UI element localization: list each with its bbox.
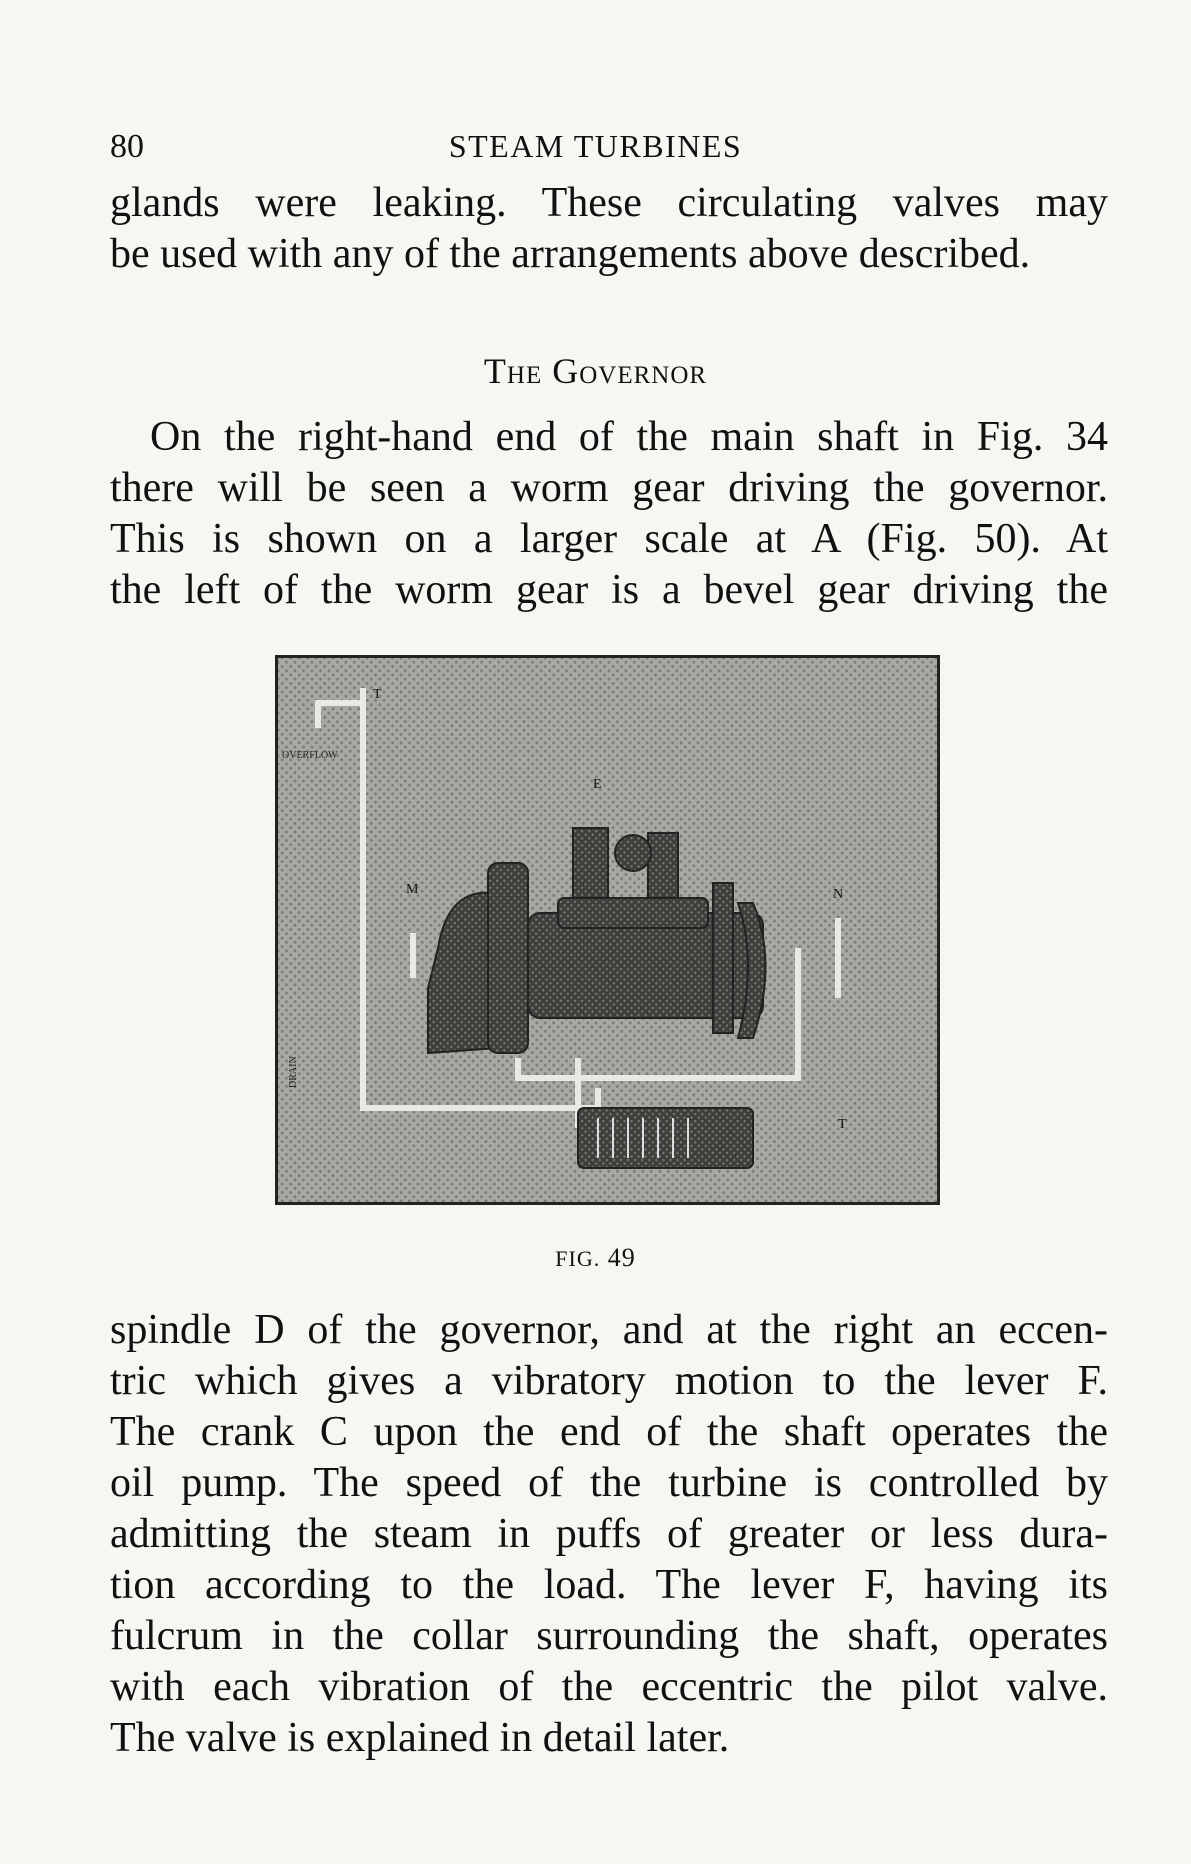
text-line: tion according to the load. The lever F, having its <box>110 1562 1108 1608</box>
text-line: This is shown on a larger scale at A (Fig. 50). At <box>110 516 1108 562</box>
page-number: 80 <box>110 128 144 165</box>
text-line: there will be seen a worm gear driving the governor. <box>110 465 1108 511</box>
figure-49-illustration <box>275 655 940 1205</box>
figure-label-m: M <box>406 882 419 897</box>
figure-label-top-t: T <box>373 687 382 702</box>
figure-label-e: E <box>593 777 602 792</box>
figure-label-drain: DRAIN <box>288 1056 299 1088</box>
figure-caption <box>0 1243 1191 1273</box>
section-heading: The Governor <box>483 351 708 391</box>
text-line: The crank C upon the end of the shaft operates the <box>110 1409 1108 1455</box>
text-line: be used with any of the arrangements above described. <box>110 231 1031 277</box>
running-head: STEAM TURBINES <box>448 128 743 164</box>
paragraph-3 <box>110 1305 1108 1764</box>
text-line: tric which gives a vibratory motion to the lever F. <box>110 1358 1108 1404</box>
text-line: oil pump. The speed of the turbine is controlled by <box>110 1460 1108 1506</box>
text-line: glands were leaking. These circulating valves may <box>110 180 1108 226</box>
paragraph-2 <box>110 412 1108 616</box>
text-line: fulcrum in the collar surrounding the shaft, operates <box>110 1613 1108 1659</box>
text-line: On the right-hand end of the main shaft in Fig. 34 <box>150 414 1108 460</box>
paragraph-1 <box>110 178 1108 280</box>
figure-caption-prefix: FIG. <box>555 1246 601 1271</box>
text-line: admitting the steam in puffs of greater or less dura- <box>110 1511 1108 1557</box>
text-line: the left of the worm gear is a bevel gear driving the <box>110 567 1108 613</box>
figure-label-overflow: OVERFLOW <box>282 750 338 761</box>
figure-caption-number: 49 <box>607 1243 636 1272</box>
text-line: with each vibration of the eccentric the pilot valve. <box>110 1664 1108 1710</box>
text-line: The valve is explained in detail later. <box>110 1715 730 1761</box>
figure-label-n: N <box>833 887 844 902</box>
text-line: spindle D of the governor, and at the right an eccen- <box>110 1307 1108 1353</box>
figure-label-bottom-t: T <box>838 1117 847 1132</box>
